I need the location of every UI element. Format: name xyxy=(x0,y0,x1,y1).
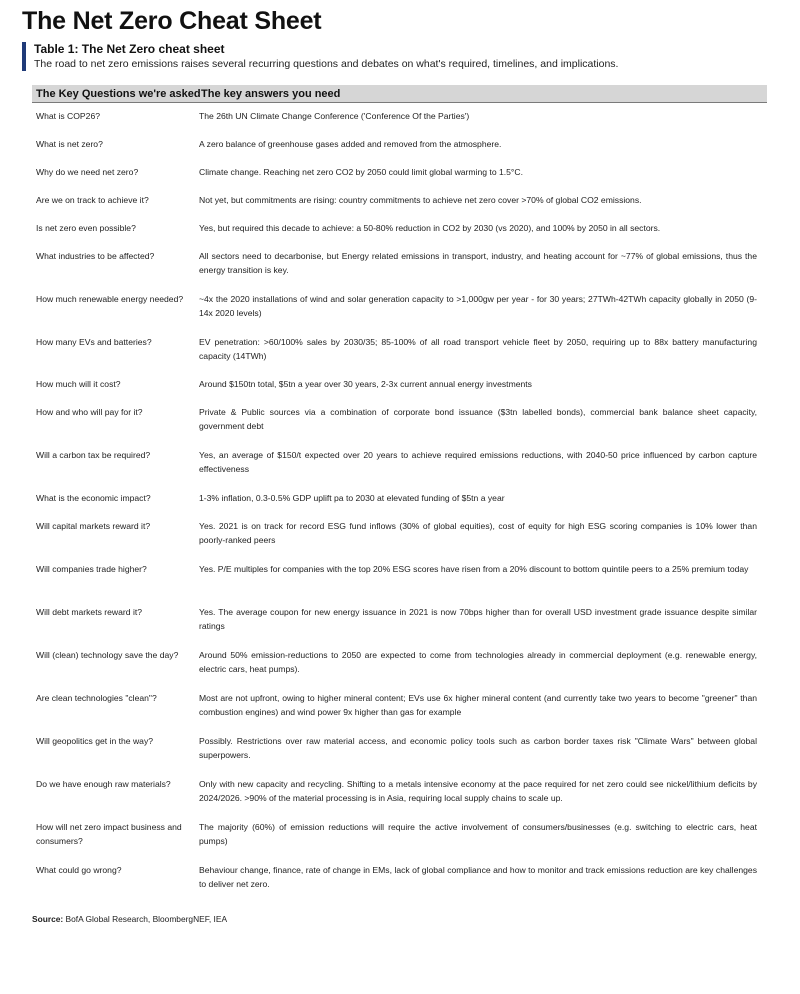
question-cell: How much will it cost? xyxy=(36,379,121,389)
column-header-answers: The key answers you need xyxy=(201,87,341,100)
table-row xyxy=(32,103,767,131)
question-cell: Will capital markets reward it? xyxy=(36,521,151,531)
table-heading xyxy=(22,42,767,71)
table-row xyxy=(32,442,767,485)
table-row xyxy=(32,131,767,159)
answer-cell: EV penetration: >60/100% sales by 2030/35; 85-100% of all road transport vehicle fleet by 2050, requiring up to 88x battery manufacturing capacity (14TWh) xyxy=(199,337,757,361)
question-cell: What is the economic impact? xyxy=(36,493,151,503)
qa-table xyxy=(32,102,767,900)
question-cell: What could go wrong? xyxy=(36,865,122,875)
question-cell: What is net zero? xyxy=(36,139,103,149)
answer-cell: Only with new capacity and recycling. Shifting to a metals intensive economy at the pace required for net zero could see nickel/lithium deficits by 2024/2026. >90% of the material processing is in Asia, requiring local supply chains to scale up. xyxy=(199,779,757,803)
table-row xyxy=(32,399,767,442)
table-row xyxy=(32,857,767,900)
table-row xyxy=(32,814,767,857)
table-subtitle: The road to net zero emissions raises several recurring questions and debates on what's required, timelines, and implications. xyxy=(34,58,619,70)
answer-cell: Climate change. Reaching net zero CO2 by 2050 could limit global warming to 1.5°C. xyxy=(199,167,523,177)
table-row xyxy=(32,642,767,685)
source-label: Source: xyxy=(32,914,64,924)
table-row xyxy=(32,599,767,642)
question-cell: Will geopolitics get in the way? xyxy=(36,736,154,746)
source-note xyxy=(32,914,767,924)
answer-cell: Yes, an average of $150/t expected over 20 years to achieve required emissions reductions, with 2040-50 price influenced by carbon capture effectiveness xyxy=(199,450,757,474)
table-row xyxy=(32,771,767,814)
answer-cell: A zero balance of greenhouse gases added and removed from the atmosphere. xyxy=(199,139,502,149)
table-row xyxy=(32,286,767,329)
question-cell: How many EVs and batteries? xyxy=(36,337,152,347)
answer-cell: The majority (60%) of emission reductions will require the active involvement of consumers/businesses (e.g. switching to electric cars, heat pumps) xyxy=(199,822,757,846)
table-row xyxy=(32,371,767,399)
answer-cell: All sectors need to decarbonise, but Energy related emissions in transport, industry, and heating account for ~77% of global emissions, thus the energy transition is key. xyxy=(199,251,757,275)
answer-cell: Not yet, but commitments are rising: country commitments to achieve net zero cover >70% of global CO2 emissions. xyxy=(199,195,642,205)
table-row xyxy=(32,728,767,771)
table-row xyxy=(32,329,767,371)
table-row xyxy=(32,485,767,513)
answer-cell: ~4x the 2020 installations of wind and solar generation capacity to >1,000gw per year - for 30 years; 27TWh-42TWh capacity globally in 2050 (9-14x 2020 levels) xyxy=(199,294,757,318)
answer-cell: Yes. 2021 is on track for record ESG fund inflows (30% of global equities), cost of equity for high ESG scoring companies is 10% lower than poorly-ranked peers xyxy=(199,521,757,545)
question-cell: Do we have enough raw materials? xyxy=(36,779,171,789)
question-cell: Why do we need net zero? xyxy=(36,167,139,177)
question-cell: Will a carbon tax be required? xyxy=(36,450,151,460)
question-cell: How much renewable energy needed? xyxy=(36,294,184,304)
question-cell: Are we on track to achieve it? xyxy=(36,195,149,205)
question-cell: What is COP26? xyxy=(36,111,100,121)
question-cell: How and who will pay for it? xyxy=(36,407,143,417)
source-text: BofA Global Research, BloombergNEF, IEA xyxy=(65,914,228,924)
table-row xyxy=(32,513,767,556)
answer-cell: Possibly. Restrictions over raw material access, and economic policy tools such as carbon border taxes risk "Climate Wars" between global superpowers. xyxy=(199,736,757,760)
question-cell: Will companies trade higher? xyxy=(36,564,147,574)
question-cell: Is net zero even possible? xyxy=(36,223,136,233)
answer-cell: Yes. The average coupon for new energy issuance in 2021 is now 70bps higher than for overall USD investment grade issuance despite similar ratings xyxy=(199,607,757,631)
answer-cell: Yes, but required this decade to achieve: a 50-80% reduction in CO2 by 2030 (vs 2020), and 100% by 2050 in all sectors. xyxy=(199,223,661,233)
answer-cell: 1-3% inflation, 0.3-0.5% GDP uplift pa to 2030 at elevated funding of $5tn a year xyxy=(199,493,505,503)
question-cell: Are clean technologies "clean"? xyxy=(36,693,157,703)
question-cell: Will debt markets reward it? xyxy=(36,607,143,617)
column-header-bar xyxy=(32,85,767,102)
answer-cell: Most are not upfront, owing to higher mineral content; EVs use 6x higher mineral content (and currently take two years to become "greener" than combustion engines) and wind power 9x higher than gas for example xyxy=(199,693,757,717)
cheat-sheet-page xyxy=(22,6,767,924)
answer-cell: Behaviour change, finance, rate of change in EMs, lack of global compliance and how to monitor and track emissions reduction are key challenges to deliver net zero. xyxy=(199,865,757,889)
column-header-questions: The Key Questions we're asked xyxy=(36,87,201,100)
table-row xyxy=(32,159,767,187)
answer-cell: Yes. P/E multiples for companies with the top 20% ESG scores have risen from a 20% discount to bottom quintile peers to a 25% premium today xyxy=(199,564,749,574)
question-cell: What industries to be affected? xyxy=(36,251,155,261)
table-row xyxy=(32,685,767,728)
page-title: The Net Zero Cheat Sheet xyxy=(22,7,322,35)
table-row xyxy=(32,187,767,215)
answer-cell: Private & Public sources via a combination of corporate bond issuance ($3tn labelled bonds), commercial bank balance sheet capacity, government debt xyxy=(199,407,757,431)
table-row xyxy=(32,556,767,599)
table-title: Table 1: The Net Zero cheat sheet xyxy=(34,42,225,56)
answer-cell: Around $150tn total, $5tn a year over 30 years, 2-3x current annual energy investments xyxy=(199,379,532,389)
question-cell: Will (clean) technology save the day? xyxy=(36,650,179,660)
table-row xyxy=(32,243,767,286)
table-row xyxy=(32,215,767,243)
answer-cell: The 26th UN Climate Change Conference ('Conference Of the Parties') xyxy=(199,111,470,121)
answer-cell: Around 50% emission-reductions to 2050 are expected to come from technologies already in commercial deployment (e.g. renewable energy, electric cars, heat pumps). xyxy=(199,650,757,674)
question-cell: How will net zero impact business and consumers? xyxy=(36,822,182,846)
